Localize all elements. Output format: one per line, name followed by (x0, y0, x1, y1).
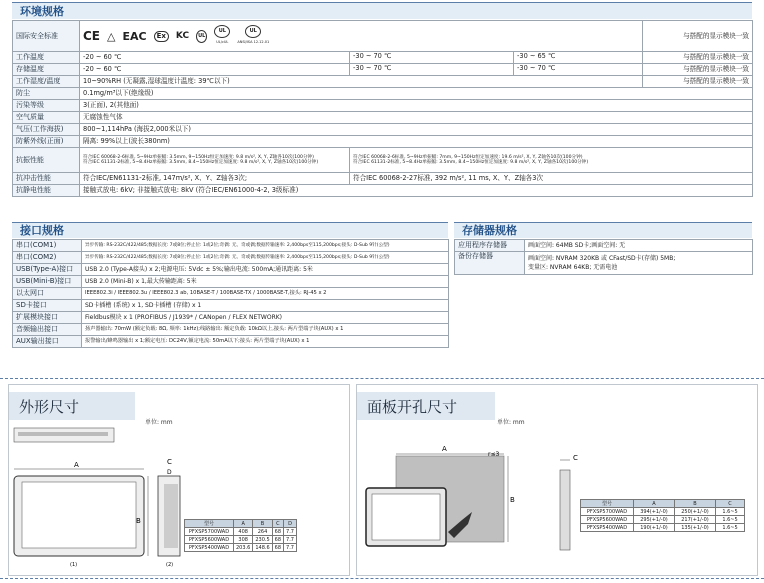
front-view-screen (22, 482, 136, 548)
iface-spec-table (12, 239, 449, 348)
cell (350, 64, 643, 76)
cell: 画面空间: 64MB SD卡;画面空间: 无 (525, 240, 753, 252)
cell: 68 (272, 528, 283, 536)
storage-section-title: 存储器规格 (454, 222, 752, 238)
table-row (13, 52, 753, 64)
cell: 203.6 (234, 544, 253, 552)
table-row (13, 300, 449, 312)
table-row (13, 64, 753, 76)
outline-dimensions-table (184, 519, 297, 552)
row-label: 应用程序存储器 (455, 240, 525, 252)
cell: 217(+1/-0) (675, 516, 716, 524)
cell: 295(+1/-0) (634, 516, 675, 524)
row-label: 存储温度 (13, 64, 80, 76)
eac-mark-icon: EAC (122, 29, 147, 43)
display-unit-screen (372, 494, 440, 540)
dim-label-c: C (167, 458, 172, 466)
outline-drawing (8, 420, 348, 580)
table-row (13, 185, 753, 197)
cell: PFXSP5700WAD (185, 528, 234, 536)
header-cell: 型号 (581, 500, 634, 508)
top-view-connector-strip (18, 432, 108, 436)
header-cell: 型号 (185, 520, 234, 528)
row-label: 串口(COM2) (13, 252, 82, 264)
cell: 1.6~5 (716, 524, 745, 532)
table-row (581, 508, 745, 516)
ul-mark-icon: UL (196, 30, 207, 43)
table-row (13, 136, 753, 148)
row-label: 防紫外线(正面) (13, 136, 80, 148)
row-note: 与搭配的显示模块一致 (643, 64, 753, 76)
dim-label-b: B (136, 517, 141, 525)
ce-mark-icon: CE (83, 28, 101, 43)
cell: USB 2.0 (Mini-B) x 1,最大传输距离: 5米 (82, 276, 449, 288)
kc-mark-icon: KC (175, 30, 190, 41)
cell: SD卡插槽 (系统) x 1, SD卡插槽 (存储) x 1 (82, 300, 449, 312)
row-label: 以太网口 (13, 288, 82, 300)
row-label: USB(Mini-B)接口 (13, 276, 82, 288)
cell: -20 ~ 60 ℃ (80, 64, 350, 76)
table-row (185, 528, 297, 536)
cell: USB 2.0 (Type-A接头) x 2;电源电压: 5Vdc ± 5%;输出电流: 500mA;通讯距离: 5米 (82, 264, 449, 276)
cell: 报警输出/蜂鸣器输出 x 1;额定电压: DC24V,额定电流: 50mA以下;接头: 两片型端子块(AUX) x 1 (82, 336, 449, 348)
dim-label-a: A (442, 445, 447, 453)
table-row (13, 336, 449, 348)
table-row (581, 516, 745, 524)
cell (525, 252, 753, 275)
iface-section-title: 接口规格 (12, 222, 448, 238)
cell: 无腐蚀性气体 (80, 112, 753, 124)
warning-triangle-icon: △ (107, 29, 116, 43)
cell: 308 (234, 536, 253, 544)
vibration-text-2a: 符合IEC 60068-2-6标准, 5~9Hz单振幅: 7mm, 9~150Hz恒定加速度: 19.6 m/s², X, Y, Z轴各10次(100分钟) (353, 154, 583, 160)
cell: 1.6~5 (716, 516, 745, 524)
header-cell: B (253, 520, 272, 528)
cell: 异步传输: RS-232C/422/485;数据长度: 7或8位;停止位: 1或2位;奇偶: 无、奇或偶;数据传输速率: 2,400bps至115,200bps;接头: D-Sub 9针(公型) (82, 252, 449, 264)
ul-listed-caption: UL/cUL (216, 40, 229, 44)
cell: 10~90%RH (无凝露,湿球温度计温度: 39℃以下) (80, 76, 643, 88)
table-row (185, 544, 297, 552)
header-cell: A (234, 520, 253, 528)
row-label: USB(Type-A)接口 (13, 264, 82, 276)
table-row (13, 173, 753, 185)
outline-dimensions-title: 外形尺寸 (9, 392, 135, 420)
header-cell: D (284, 520, 297, 528)
cell: PFXSP5400WAD (185, 544, 234, 552)
cell: 0.1mg/m³以下(绝缘级) (80, 88, 753, 100)
outline-unit-label: 单位: mm (145, 419, 173, 426)
table-row (13, 252, 449, 264)
figure-label-2: (2) (166, 562, 174, 568)
table-row (13, 288, 449, 300)
section-divider (0, 378, 764, 379)
panel-cutout-table (580, 499, 745, 532)
dim-label-d: D (167, 469, 172, 476)
cell: 135(+1/-0) (675, 524, 716, 532)
cell (80, 148, 350, 173)
vibration-text-1b: 符合IEC 61131-2标准, 5~8.4Hz单振幅: 3.5mm, 8.4~150Hz恒定加速度: 9.8 m/s², X, Y, Z轴各10次(100分钟) (83, 160, 319, 165)
cutout-unit-label: 单位: mm (497, 419, 525, 426)
atex-ex-icon: Ex (154, 31, 169, 42)
dim-label-b: B (510, 496, 515, 504)
ul-hazloc-caption: ANSI/ISA 12.12.01 (237, 40, 270, 44)
header-cell: B (675, 500, 716, 508)
row-label: 污染等级 (13, 100, 80, 112)
table-row (13, 21, 753, 52)
row-label: 扩展模块接口 (13, 312, 82, 324)
cell: 1.6~5 (716, 508, 745, 516)
cell: 190(+1/-0) (634, 524, 675, 532)
table-row (13, 88, 753, 100)
cell: 800~1,114hPa (海拔2,000米以下) (80, 124, 753, 136)
panel-cutout-title: 面板开孔尺寸 (357, 392, 495, 420)
table-header-row (185, 520, 297, 528)
vibration-text-2b: 符合IEC 61131-2标准, 5~8.4Hz单振幅: 3.5mm, 8.4~150Hz恒定加速度: 9.8 m/s², X, Y, Z轴各10次(100分钟) (353, 160, 589, 165)
env-spec-table (12, 20, 753, 197)
row-label: 抗振性能 (13, 148, 80, 173)
cell: 扬声器输出: 70mW (额定负载: 8Ω, 频率: 1kHz);线路输出: 额定负载: 10kΩ以上,接头: 两片型端子块(AUX) x 1 (82, 324, 449, 336)
cell: 68 (272, 544, 283, 552)
backup-memory-line-1: 画面空间: NVRAM 320KB 或 CFast/SD卡(存储) 5MB; (528, 255, 676, 262)
table-row (581, 524, 745, 532)
cell: 7.7 (284, 528, 297, 536)
row-label: 气压(工作海拔) (13, 124, 80, 136)
cell: 230.5 (253, 536, 272, 544)
table-row (13, 148, 753, 173)
cell: IEEE802.3i / IEEE802.3u / IEEE802.3 ab, 10BASE-T / 100BASE-TX / 1000BASE-T,接头: RJ-45 x 2 (82, 288, 449, 300)
row-label: 备份存储器 (455, 252, 525, 275)
cell: PFXSP5600WAD (185, 536, 234, 544)
table-row (13, 264, 449, 276)
row-label: 国际安全标准 (13, 21, 80, 52)
row-label: AUX输出接口 (13, 336, 82, 348)
ul-hazloc-mark: UL (245, 25, 261, 38)
ul-listed-icon (214, 25, 230, 47)
backup-memory-line-2: 变量区: NVRAM 64KB; 无需电池 (528, 264, 618, 271)
row-label: 抗冲击性能 (13, 173, 80, 185)
bottom-divider (0, 578, 764, 579)
ul-listed-mark: UL (214, 25, 230, 38)
table-row (455, 252, 753, 275)
cell: 符合IEC/EN61131-2标准, 147m/s², X、Y、Z轴各3次; (80, 173, 350, 185)
table-row (455, 240, 753, 252)
table-header-row (581, 500, 745, 508)
cell: 隔离: 99%以上(波长380nm) (80, 136, 753, 148)
row-note: 与搭配的显示模块一致 (643, 52, 753, 64)
cell: -30 ~ 65 ℃ (517, 52, 556, 60)
cell: 148.6 (253, 544, 272, 552)
cell (350, 52, 643, 64)
side-view-back (164, 484, 178, 548)
dim-label-a: A (74, 461, 79, 469)
cell: 异步传输: RS-232C/422/485;数据长度: 7或8位;停止位: 1或2位;奇偶: 无、奇或偶;数据传输速率: 2,400bps至115,200bps;接头: D-Sub 9针(公型) (82, 240, 449, 252)
row-label: 音频输出接口 (13, 324, 82, 336)
cell: PFXSP5400WAD (581, 524, 634, 532)
cell: 394(+1/-0) (634, 508, 675, 516)
cell: 7.7 (284, 536, 297, 544)
cell: 68 (272, 536, 283, 544)
table-row (13, 312, 449, 324)
cell: -30 ~ 70 ℃ (350, 64, 514, 75)
cell: 408 (234, 528, 253, 536)
cell: PFXSP5600WAD (581, 516, 634, 524)
cell: -20 ~ 60 ℃ (80, 52, 350, 64)
cell (350, 148, 753, 173)
header-cell: C (272, 520, 283, 528)
table-row (13, 112, 753, 124)
table-row (13, 76, 753, 88)
table-row (185, 536, 297, 544)
cell: 接触式放电: 6kV; 非接触式放电: 8kV (符合IEC/EN61000-4-2, 3级标准) (80, 185, 753, 197)
cell: -30 ~ 70 ℃ (350, 52, 514, 63)
row-label: 防尘 (13, 88, 80, 100)
cell: 250(+1/-0) (675, 508, 716, 516)
cell: Fieldbus模块 x 1 (PROFIBUS / J1939* / CANopen / FLEX NETWORK) (82, 312, 449, 324)
cell: 符合IEC 60068-2-27标准, 392 m/s², 11 ms, X、Y、Z轴各3次 (350, 173, 753, 185)
table-row (13, 276, 449, 288)
table-row (13, 100, 753, 112)
dim-label-c: C (573, 454, 578, 462)
cell: 264 (253, 528, 272, 536)
cell: -30 ~ 70 ℃ (517, 64, 556, 72)
row-note: 与搭配的显示模块一致 (643, 76, 753, 88)
header-cell: A (634, 500, 675, 508)
row-label: 工作湿度/温度 (13, 76, 80, 88)
cell: 3(正面), 2(其他面) (80, 100, 753, 112)
cell: 7.7 (284, 544, 297, 552)
cert-logos (80, 21, 643, 52)
env-section-title: 环境规格 (12, 2, 752, 19)
header-cell: C (716, 500, 745, 508)
table-row (13, 124, 753, 136)
table-row (13, 324, 449, 336)
panel-thickness-view (560, 470, 570, 550)
row-label: 空气质量 (13, 112, 80, 124)
row-label: 抗静电性能 (13, 185, 80, 197)
ul-hazloc-icon (237, 25, 269, 47)
row-label: SD卡接口 (13, 300, 82, 312)
row-note: 与搭配的显示模块一致 (643, 21, 753, 52)
vibration-text-1a: 符合IEC 60068-2-6标准, 5~9Hz单振幅: 3.5mm, 9~150Hz恒定加速度: 9.8 m/s², X, Y, Z轴各10次(100分钟) (83, 154, 314, 160)
row-label: 串口(COM1) (13, 240, 82, 252)
storage-spec-table (454, 239, 753, 275)
cell: PFXSP5700WAD (581, 508, 634, 516)
row-label: 工作温度 (13, 52, 80, 64)
table-row (13, 240, 449, 252)
corner-radius-label: r≤3 (488, 451, 500, 458)
figure-label-1: (1) (70, 562, 78, 568)
